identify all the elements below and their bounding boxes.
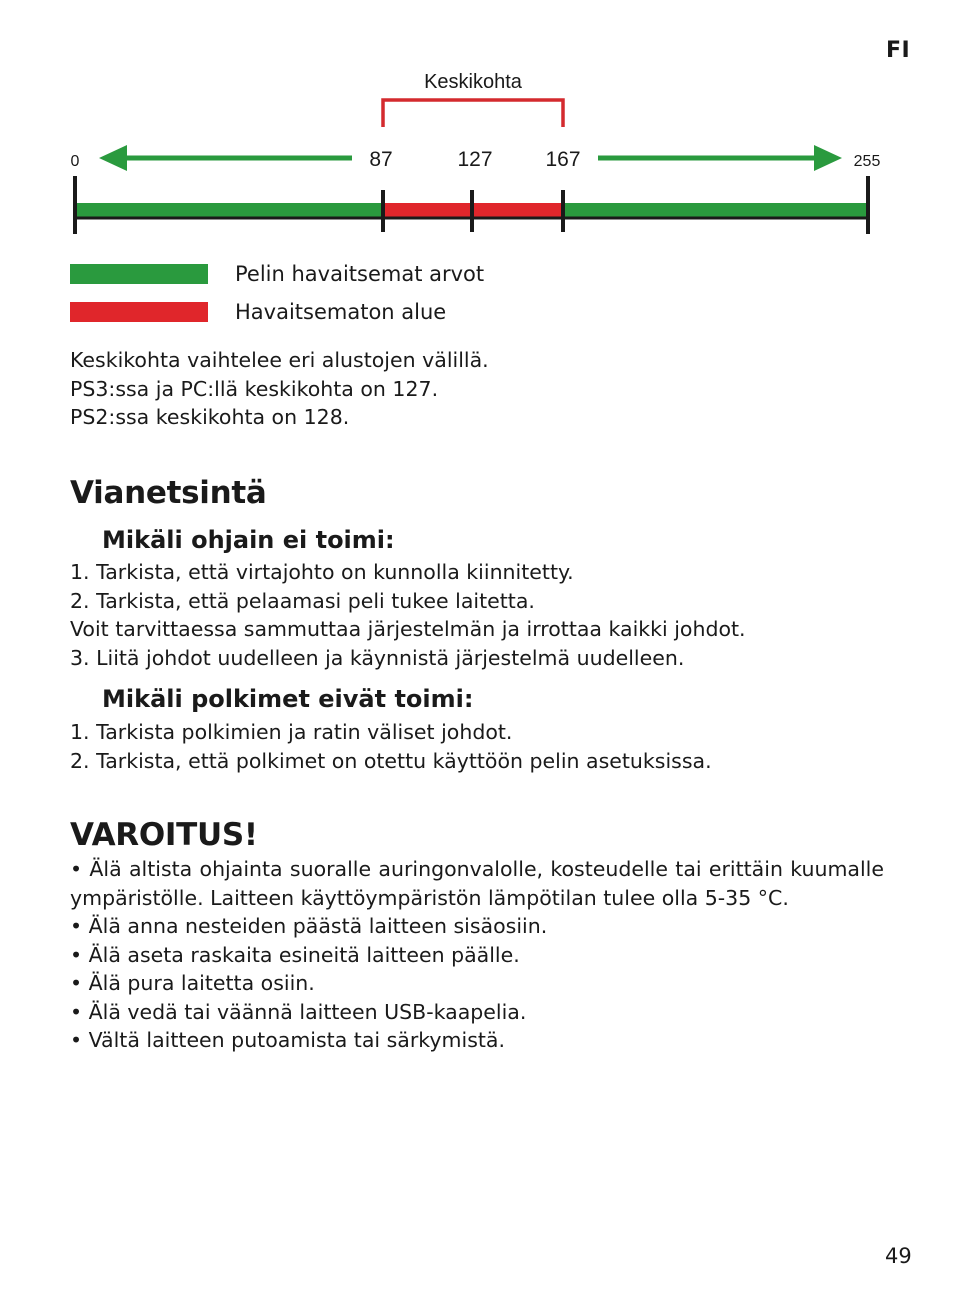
list-item: • Älä pura laitetta osiin. <box>70 971 315 995</box>
list-item: Voit tarvittaessa sammuttaa järjestelmän ja irrottaa kaikki johdot. <box>70 617 746 641</box>
legend-swatch-green <box>70 264 208 284</box>
troubleshooting-title: Vianetsintä <box>70 475 267 511</box>
page-number: 49 <box>885 1244 912 1268</box>
legend-detected-label: Pelin havaitsemat arvot <box>235 262 485 286</box>
pedals-steps <box>70 718 712 775</box>
legend-detected <box>70 262 484 286</box>
list-item: • Vältä laitteen putoamista tai särkymistä. <box>70 1028 506 1052</box>
list-item: 1. Tarkista, että virtajohto on kunnolla kiinnitetty. <box>70 560 574 584</box>
midpoint-bracket <box>383 100 563 127</box>
right-arrow-head <box>814 145 842 171</box>
list-item: 2. Tarkista, että polkimet on otettu käyttöön pelin asetuksissa. <box>70 748 712 773</box>
detected-segment-right <box>563 203 868 217</box>
warning-title: VAROITUS! <box>70 817 258 853</box>
list-item: • Älä aseta raskaita esineitä laitteen päälle. <box>70 942 520 967</box>
intro-paragraph <box>70 346 489 432</box>
tick-label-max: 255 <box>853 153 881 170</box>
tick-label-min: 0 <box>70 153 80 170</box>
legend-undetected <box>70 300 446 324</box>
list-item: 1. Tarkista polkimien ja ratin väliset johdot. <box>70 720 513 744</box>
dead-zone-scale-diagram <box>0 0 954 245</box>
detected-segment-left <box>75 203 383 217</box>
pedals-heading: Mikäli polkimet eivät toimi: <box>102 685 474 713</box>
controller-steps <box>70 558 746 672</box>
list-item-continuation: ympäristölle. Laitteen käyttöympäristön lämpötilan tulee olla 5-35 °C. <box>70 885 789 910</box>
controller-heading: Mikäli ohjain ei toimi: <box>102 526 395 554</box>
intro-line: PS2:ssa keskikohta on 128. <box>70 405 350 429</box>
legend-undetected-label: Havaitsematon alue <box>235 300 447 324</box>
legend-swatch-red <box>70 302 208 322</box>
midpoint-label: Keskikohta <box>424 71 522 93</box>
left-arrow-head <box>99 145 127 171</box>
tick-label-167: 167 <box>545 148 581 171</box>
tick-label-127: 127 <box>457 148 493 171</box>
list-item: 2. Tarkista, että pelaamasi peli tukee laitetta. <box>70 588 535 613</box>
warning-list <box>70 855 884 1055</box>
intro-line: Keskikohta vaihtelee eri alustojen välillä. <box>70 348 489 372</box>
list-item: • Älä altista ohjainta suoralle auringonvalolle, kosteudelle tai erittäin kuumalle <box>70 857 884 881</box>
list-item: 3. Liitä johdot uudelleen ja käynnistä järjestelmä uudelleen. <box>70 645 685 670</box>
tick-label-87: 87 <box>369 148 393 171</box>
list-item: • Älä anna nesteiden päästä laitteen sisäosiin. <box>70 914 548 938</box>
language-code: FI <box>886 38 911 63</box>
list-item: • Älä vedä tai väännä laitteen USB-kaapelia. <box>70 999 527 1024</box>
intro-line: PS3:ssa ja PC:llä keskikohta on 127. <box>70 376 439 401</box>
